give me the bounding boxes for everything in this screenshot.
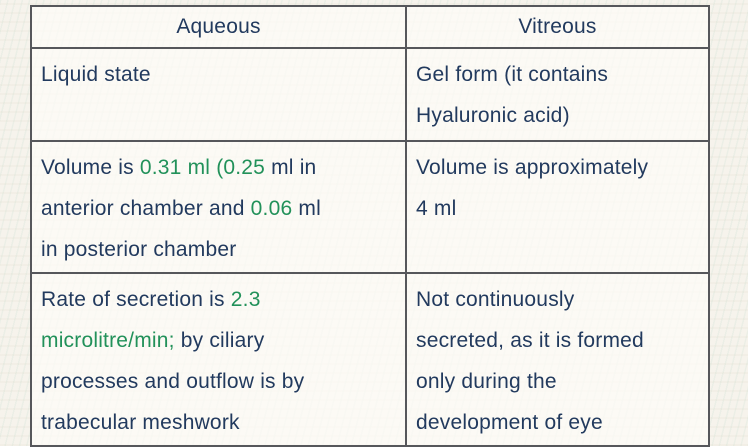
highlight-green-segment: 0.31 ml (0.25	[139, 156, 266, 179]
text-line	[416, 279, 700, 320]
cell-aqueous-state	[31, 48, 406, 141]
text-segment: Not continuously	[416, 288, 575, 311]
highlight-green-segment: 2.3	[230, 288, 261, 311]
text-line	[416, 320, 700, 361]
cell-aqueous-secretion	[31, 273, 406, 446]
text-line	[416, 188, 700, 229]
text-line	[41, 188, 397, 229]
text-segment: by ciliary	[174, 329, 265, 352]
text-segment: secreted, as it is formed	[416, 329, 644, 352]
text-segment: Rate of secretion is	[41, 288, 231, 311]
text-line	[416, 361, 700, 402]
text-segment: only during the	[416, 370, 557, 393]
text-line	[416, 95, 700, 136]
table-row	[31, 141, 709, 273]
text-segment: ml in	[265, 156, 317, 179]
text-segment: in posterior chamber	[41, 238, 237, 261]
cell-vitreous-state	[406, 48, 709, 141]
header-row	[31, 6, 709, 48]
text-line	[41, 147, 397, 188]
text-segment: anterior chamber and	[41, 197, 251, 220]
cell-vitreous-secretion	[406, 273, 709, 446]
cell-aqueous-volume	[31, 141, 406, 273]
header-cell-vitreous: Vitreous	[406, 6, 709, 48]
text-segment: ml	[292, 197, 321, 220]
cell-vitreous-volume	[406, 141, 709, 273]
text-segment: Liquid state	[41, 63, 151, 86]
text-segment: trabecular meshwork	[41, 411, 240, 434]
text-line	[41, 402, 397, 443]
text-line	[41, 54, 397, 95]
text-segment: processes and outflow is by	[41, 370, 305, 393]
text-line	[41, 229, 397, 270]
text-line	[416, 54, 700, 95]
text-segment: 4 ml	[416, 197, 457, 220]
text-segment: Volume is approximately	[416, 156, 649, 179]
text-line	[416, 147, 700, 188]
text-segment: Hyaluronic acid)	[416, 104, 570, 127]
text-segment: Volume is	[41, 156, 140, 179]
highlight-green-segment: 0.06	[250, 197, 293, 220]
header-cell-aqueous: Aqueous	[31, 6, 406, 48]
table-row	[31, 48, 709, 141]
text-line	[41, 279, 397, 320]
text-line	[41, 320, 397, 361]
text-line	[416, 402, 700, 443]
aqueous-vitreous-table	[30, 5, 710, 447]
text-segment: development of eye	[416, 411, 603, 434]
text-segment: Gel form (it contains	[416, 63, 609, 86]
highlight-green-segment: microlitre/min;	[41, 329, 175, 352]
table-row	[31, 273, 709, 446]
text-line	[41, 361, 397, 402]
